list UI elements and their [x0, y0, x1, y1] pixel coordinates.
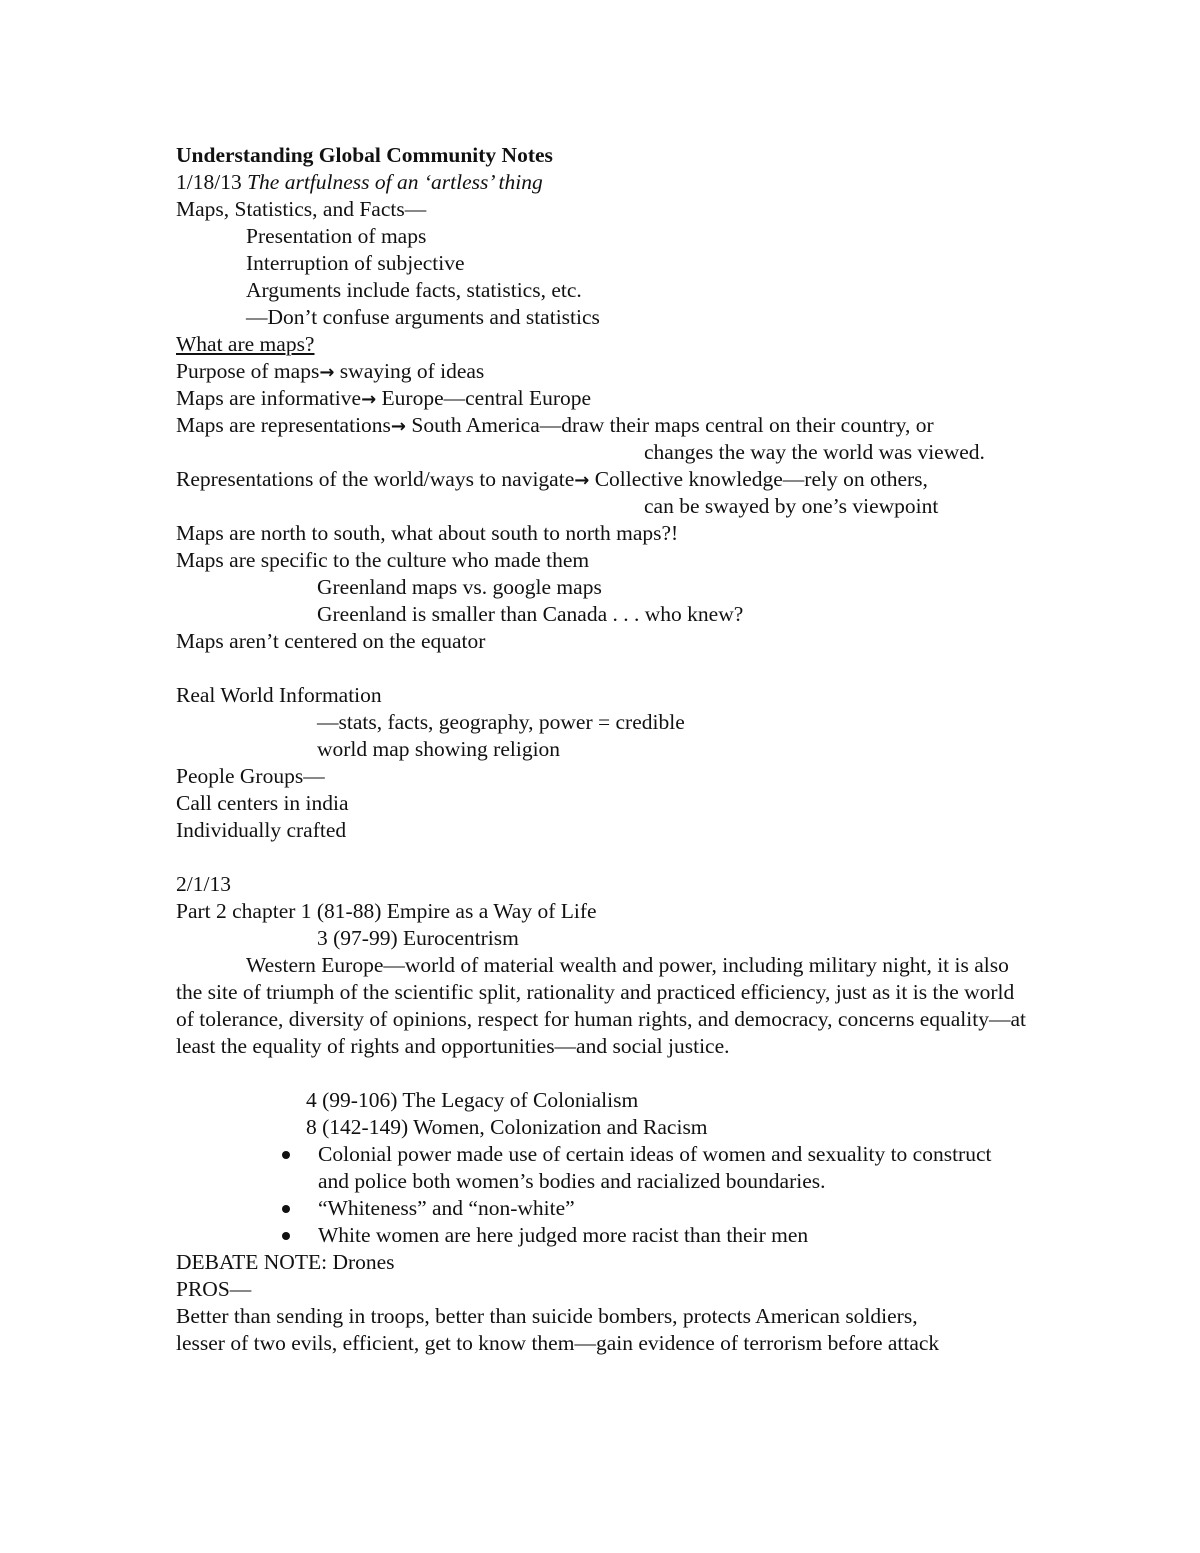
maps-navigate-rest: Collective knowledge—rely on others, [589, 467, 928, 491]
maps-representations-cont: changes the way the world was viewed. [644, 440, 985, 464]
arrow-right-icon: → [361, 389, 377, 410]
maps-north-south: Maps are north to south, what about south to north maps?! [176, 521, 679, 545]
entry2-chapter-4: 4 (99-106) The Legacy of Colonialism [306, 1088, 639, 1112]
maps-greenland-1: Greenland maps vs. google maps [317, 575, 602, 599]
maps-equator: Maps aren’t centered on the equator [176, 629, 486, 653]
entry2-chapter-3: 3 (97-99) Eurocentrism [317, 926, 519, 950]
bullet-item: “Whiteness” and “non-white” [318, 1196, 575, 1220]
entry2-date: 2/1/13 [176, 872, 231, 896]
debate-pros-text-2: lesser of two evils, efficient, get to know them—gain evidence of terrorism before attack [176, 1331, 940, 1355]
maps-representations-line [176, 412, 934, 439]
real-world-heading: Real World Information [176, 683, 382, 707]
document-title: Understanding Global Community Notes [176, 143, 553, 167]
bullet-item: White women are here judged more racist than their men [318, 1223, 809, 1247]
bullet-icon [282, 1195, 294, 1207]
entry1-heading: Maps, Statistics, and Facts— [176, 197, 427, 221]
maps-culture: Maps are specific to the culture who made them [176, 548, 590, 572]
maps-purpose-line [176, 358, 484, 385]
real-world-line-2: world map showing religion [317, 737, 561, 761]
people-groups: People Groups— [176, 764, 325, 788]
maps-representations-lead: Maps are representations [176, 413, 391, 437]
real-world-line-1: —stats, facts, geography, power = credible [317, 710, 685, 734]
maps-informative-line [176, 385, 591, 412]
entry1-point: Arguments include facts, statistics, etc. [246, 278, 582, 302]
debate-pros: PROS— [176, 1277, 252, 1301]
call-centers: Call centers in india [176, 791, 349, 815]
maps-greenland-2: Greenland is smaller than Canada . . . who knew? [317, 602, 744, 626]
maps-navigate-lead: Representations of the world/ways to navigate [176, 467, 575, 491]
entry1-point: Interruption of subjective [246, 251, 465, 275]
bullet-item: Colonial power made use of certain ideas of women and sexuality to construct and police both women’s bodies and racialized boundaries. [318, 1142, 992, 1193]
maps-purpose-rest: swaying of ideas [334, 359, 485, 383]
entry1-point: —Don’t confuse arguments and statistics [246, 305, 600, 329]
maps-informative-lead: Maps are informative [176, 386, 362, 410]
maps-navigate-cont: can be swayed by one’s viewpoint [644, 494, 939, 518]
entry1-point: Presentation of maps [246, 224, 427, 248]
maps-question: What are maps? [176, 332, 315, 356]
maps-purpose-lead: Purpose of maps [176, 359, 320, 383]
maps-representations-rest: South America—draw their maps central on their country, or [406, 413, 934, 437]
entry2-chapter-8: 8 (142-149) Women, Colonization and Racism [306, 1115, 708, 1139]
debate-pros-text-1: Better than sending in troops, better than suicide bombers, protects American soldiers, [176, 1304, 918, 1328]
bullet-icon [282, 1141, 294, 1153]
entry1-subtitle: The artfulness of an ‘artless’ thing [247, 170, 543, 194]
maps-navigate-line [176, 466, 928, 493]
entry2-chapter-1: Part 2 chapter 1 (81-88) Empire as a Way of Life [176, 899, 597, 923]
arrow-right-icon: → [574, 470, 590, 491]
arrow-right-icon: → [390, 416, 407, 437]
entry1-date: 1/18/13 [176, 170, 242, 194]
eurocentrism-paragraph: Western Europe—world of material wealth and power, including military night, it is also the site of triumph of the scientific split, rationality and practiced efficiency, just as it is the world of tolerance, diversity of opinions, respect for human rights, and democracy, concerns equality—at least the equality of rights and opportunities—and social justice. [176, 953, 1026, 1058]
maps-informative-rest: Europe—central Europe [376, 386, 592, 410]
bullet-icon [282, 1222, 294, 1234]
entry1-header [176, 169, 543, 196]
debate-note: DEBATE NOTE: Drones [176, 1250, 395, 1274]
individually-crafted: Individually crafted [176, 818, 347, 842]
arrow-right-icon: → [319, 362, 335, 383]
